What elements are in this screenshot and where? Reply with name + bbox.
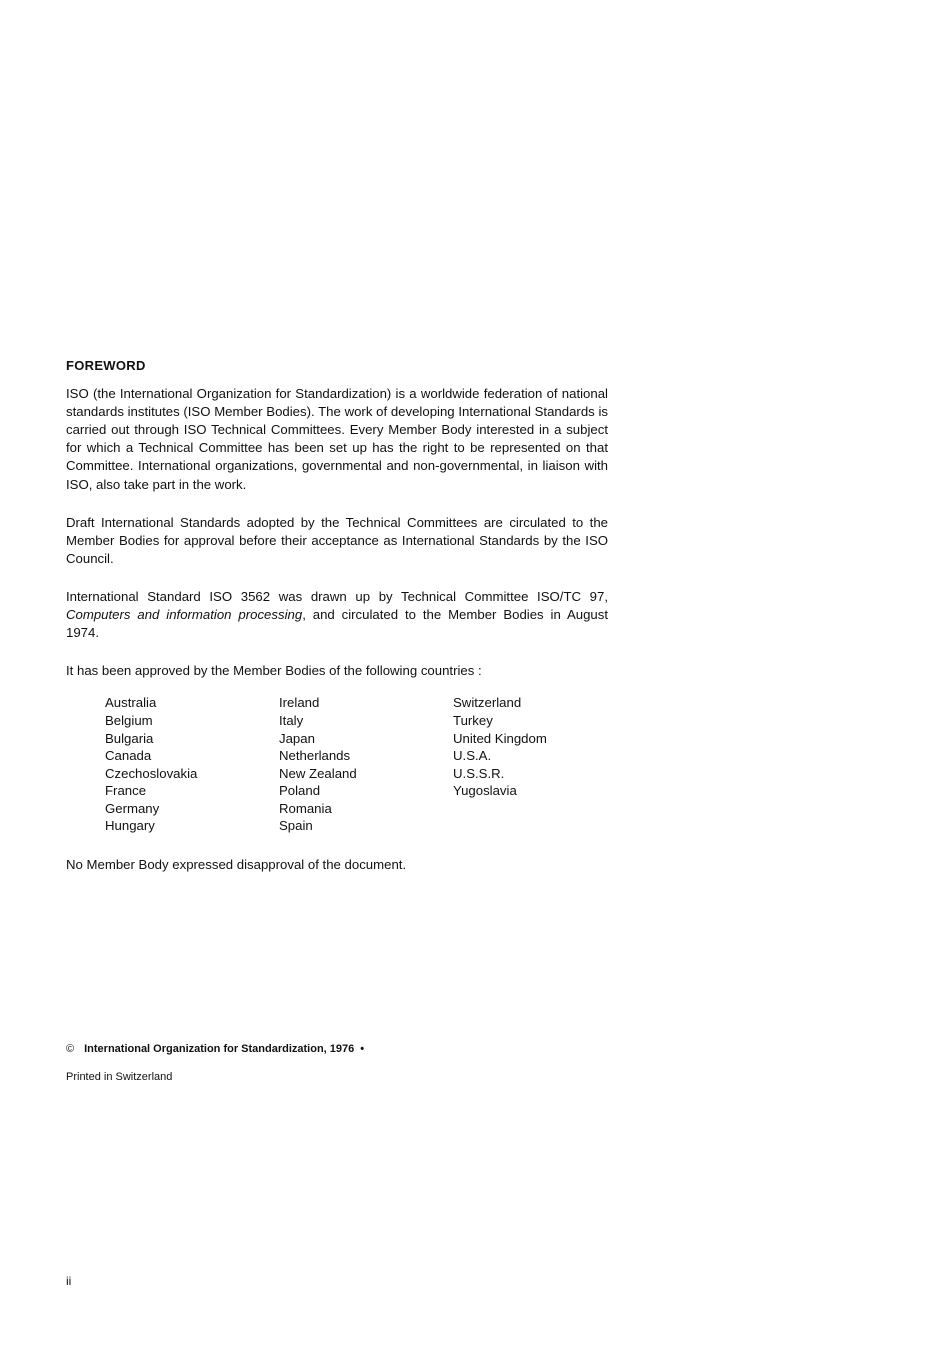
country-item: U.S.A. bbox=[453, 748, 492, 764]
page-number: ii bbox=[66, 1274, 72, 1288]
country-item: Belgium bbox=[105, 712, 153, 728]
country-item: Japan bbox=[279, 730, 315, 746]
country-item: Hungary bbox=[105, 818, 155, 834]
country-item: Czechoslovakia bbox=[105, 765, 198, 781]
paragraph-standard-origin-end: , and circulated to the Member Bodies in August 1974. bbox=[66, 607, 609, 641]
country-item: Germany bbox=[105, 800, 160, 816]
copyright-text: International Organization for Standardization, 1976 bbox=[84, 1043, 355, 1055]
country-item: Turkey bbox=[453, 712, 493, 728]
paragraph-approval-intro: It has been approved by the Member Bodies of the following countries : bbox=[66, 663, 482, 679]
country-column-3 bbox=[453, 694, 623, 800]
country-item: Yugoslavia bbox=[453, 783, 517, 799]
country-item: Italy bbox=[279, 712, 304, 728]
foreword-heading: FOREWORD bbox=[66, 358, 146, 373]
printed-location: Printed in Switzerland bbox=[66, 1071, 173, 1083]
country-item: U.S.S.R. bbox=[453, 765, 505, 781]
country-list bbox=[66, 694, 608, 836]
paragraph-iso-intro: ISO (the International Organization for Standardization) is a worldwide federation of national standards institutes (ISO Member Bodies). The work of developing International Standards is carried out through ISO Technical Committees. Every Member Body interested in a subject for which a Technical Committee has been set up has the right to be represented on that Committee. International organizations, governmental and non-governmental, in liaison with ISO, also take part in the work. bbox=[66, 386, 608, 492]
country-item: Netherlands bbox=[279, 748, 351, 764]
country-column-2 bbox=[279, 694, 449, 835]
country-item: Switzerland bbox=[453, 695, 522, 711]
country-item: Australia bbox=[105, 695, 157, 711]
copyright-notice bbox=[66, 1043, 364, 1055]
copyright-icon: © bbox=[66, 1043, 75, 1055]
bullet-icon: • bbox=[360, 1043, 365, 1055]
paragraph-draft-standards: Draft International Standards adopted by the Technical Committees are circulated to the Member Bodies for approval before their acceptance as International Standards by the ISO Council. bbox=[66, 514, 608, 566]
paragraph-standard-origin-start: International Standard ISO 3562 was drawn up by Technical Committee ISO/TC 97, bbox=[66, 588, 608, 604]
country-column-1 bbox=[105, 694, 275, 835]
country-item: New Zealand bbox=[279, 765, 357, 781]
country-item: Spain bbox=[279, 818, 313, 834]
country-item: Romania bbox=[279, 800, 332, 816]
country-item: Canada bbox=[105, 748, 152, 764]
country-item: Bulgaria bbox=[105, 730, 154, 746]
paragraph-standard-origin bbox=[66, 588, 608, 642]
country-item: France bbox=[105, 783, 147, 799]
committee-title: Computers and information processing bbox=[66, 607, 303, 623]
country-item: Ireland bbox=[279, 695, 320, 711]
country-item: United Kingdom bbox=[453, 730, 547, 746]
foreword-section bbox=[66, 357, 608, 894]
paragraph-no-disapproval: No Member Body expressed disapproval of the document. bbox=[66, 857, 407, 873]
country-item: Poland bbox=[279, 783, 321, 799]
